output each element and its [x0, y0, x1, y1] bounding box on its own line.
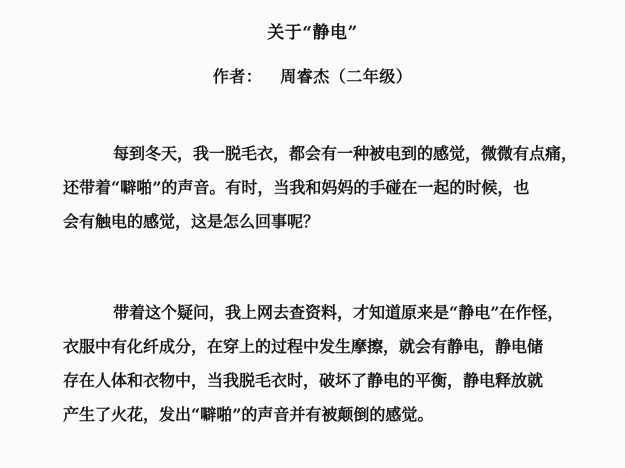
paragraph-line: 还带着“噼啪”的声音。有时，当我和妈妈的手碰在一起的时候，也	[63, 178, 530, 197]
paragraph-1	[63, 137, 603, 239]
author-label: 作者：	[212, 67, 263, 86]
paragraph-line: 衣服中有化纤成分，在穿上的过程中发生摩擦，就会有静电，静电储	[63, 337, 544, 356]
author-name: 周睿杰（二年级）	[280, 67, 413, 86]
paragraph-line: 存在人体和衣物中，当我脱毛衣时，破坏了静电的平衡，静电释放就	[63, 371, 544, 390]
paragraph-line: 会有触电的感觉，这是怎么回事呢？	[63, 212, 320, 231]
paragraph-line: 每到冬天，我一脱毛衣，都会有一种被电到的感觉，微微有点痛，	[113, 144, 578, 163]
paragraph-line: 产生了火花，发出“噼啪”的声音并有被颠倒的感觉。	[63, 405, 434, 424]
document-title: 关于“静电”	[267, 23, 358, 43]
paragraph-line: 带着这个疑问，我上网去查资料，才知道原来是“静电”在作怪，	[113, 303, 564, 322]
author-line	[0, 64, 625, 87]
paragraph-2	[63, 296, 603, 432]
